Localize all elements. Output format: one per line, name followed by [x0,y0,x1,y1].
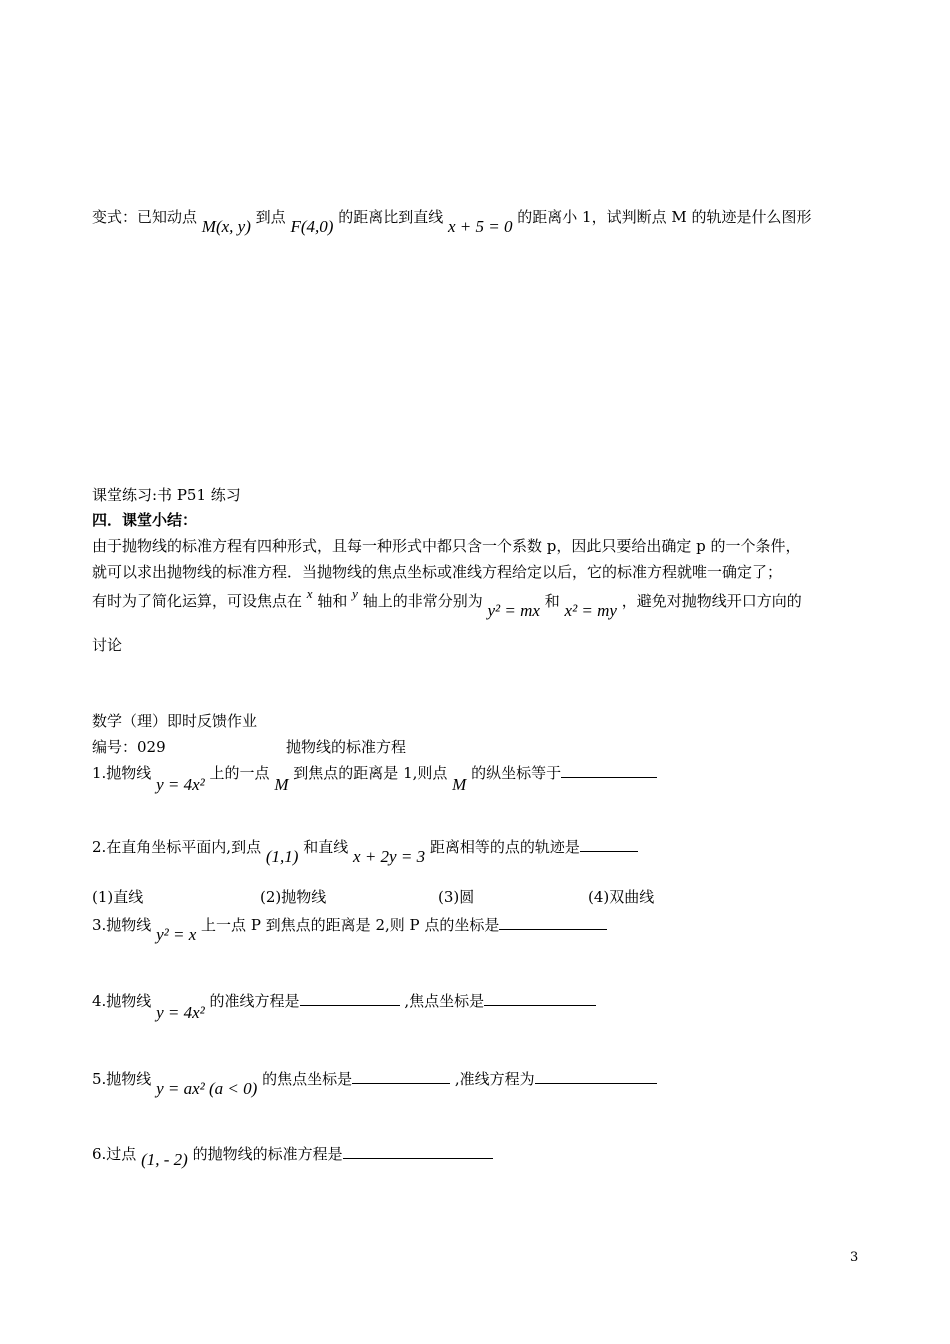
homework-title: 数学（理）即时反馈作业 [92,712,258,730]
variant-math-point-f: F(4,0) [290,217,334,236]
q5-focus-blank[interactable] [352,1069,450,1084]
summary-line-4: 讨论 [92,636,123,654]
q4-text-b: 的准线方程是 [209,992,300,1010]
summary-line-3-a: 有时为了简化运算，可设焦点在 [92,592,303,610]
question-1 [92,762,657,794]
summary-line-3-c: 轴上的非常分别为 [362,592,483,610]
q2-math-line: x + 2y = 3 [353,847,426,866]
question-2 [92,836,638,866]
q2-option-1: (1)直线 [92,888,144,906]
summary-line-3-e: ，避免对抛物线开口方向的 [621,592,802,610]
q6-text-b: 的抛物线的标准方程是 [192,1145,343,1163]
question-5 [92,1068,657,1098]
q2-option-4: (4)双曲线 [588,888,655,906]
q5-math-parabola: y = ax² (a < 0) [156,1079,258,1098]
q2-option-3: (3)圆 [438,888,475,906]
summary-math-y: y [352,586,358,601]
summary-line-2: 就可以求出抛物线的标准方程．当抛物线的焦点坐标或准线方程给定以后，它的标准方程就唯一确定了； [92,563,783,581]
q2-math-point: (1,1) [265,847,299,866]
q1-text-a: 1.抛物线 [92,764,152,782]
q4-focus-blank[interactable] [484,991,596,1006]
q4-math-parabola: y = 4x² [156,1003,205,1022]
summary-line-3 [92,586,802,620]
summary-heading: 四．课堂小结： [92,511,198,529]
q5-text-a: 5.抛物线 [92,1070,152,1088]
q6-text-a: 6.过点 [92,1145,137,1163]
variant-text-1: 变式：已知动点 [92,208,198,226]
q6-answer-blank[interactable] [343,1144,493,1159]
q4-text-c: ,焦点坐标是 [404,992,485,1010]
homework-number: 编号：029 [92,738,166,756]
variant-problem [92,206,812,236]
q5-text-c: ,准线方程为 [454,1070,535,1088]
q1-math-parabola: y = 4x² [156,775,205,794]
q1-answer-blank[interactable] [561,763,657,778]
question-4 [92,990,596,1022]
q3-text-a: 3.抛物线 [92,916,152,934]
q4-text-a: 4.抛物线 [92,992,152,1010]
summary-line-3-b: 轴和 [317,592,348,610]
summary-math-eq2: x² = my [564,601,617,620]
question-6 [92,1143,493,1169]
summary-math-eq1: y² = mx [487,601,540,620]
variant-text-3: 的距离比到直线 [338,208,444,226]
q2-text-a: 2.在直角坐标平面内,到点 [92,838,262,856]
variant-math-line: x + 5 = 0 [448,217,513,236]
q4-directrix-blank[interactable] [300,991,400,1006]
q3-answer-blank[interactable] [499,915,607,930]
q2-option-2: (2)抛物线 [260,888,327,906]
q1-math-m2: M [452,775,467,794]
q1-text-c: 到焦点的距离是 1,则点 [293,764,448,782]
page-number: 3 [850,1250,859,1265]
q1-math-m: M [274,775,289,794]
q3-math-parabola: y² = x [156,925,197,944]
question-3 [92,914,607,944]
q2-text-c: 距离相等的点的轨迹是 [429,838,580,856]
homework-topic: 抛物线的标准方程 [286,738,407,756]
variant-text-4: 的距离小 1，试判断点 M 的轨迹是什么图形 [517,208,812,226]
q2-text-b: 和直线 [303,838,349,856]
variant-math-point-m: M(x, y) [201,217,251,236]
q3-text-b: 上一点 P 到焦点的距离是 2,则 P 点的坐标是 [201,916,500,934]
variant-text-2: 到点 [255,208,286,226]
q2-answer-blank[interactable] [580,837,638,852]
q1-text-d: 的纵坐标等于 [471,764,562,782]
classroom-practice: 课堂练习:书 P51 练习 [92,486,241,504]
q1-text-b: 上的一点 [209,764,270,782]
q6-math-point: (1, - 2) [141,1150,188,1169]
q5-text-b: 的焦点坐标是 [262,1070,353,1088]
summary-math-x: x [306,586,313,601]
summary-line-1: 由于抛物线的标准方程有四种形式，且每一种形式中都只含一个系数 p，因此只要给出确定 p 的一个条件， [92,537,801,555]
summary-line-3-d: 和 [544,592,560,610]
q5-directrix-blank[interactable] [535,1069,657,1084]
